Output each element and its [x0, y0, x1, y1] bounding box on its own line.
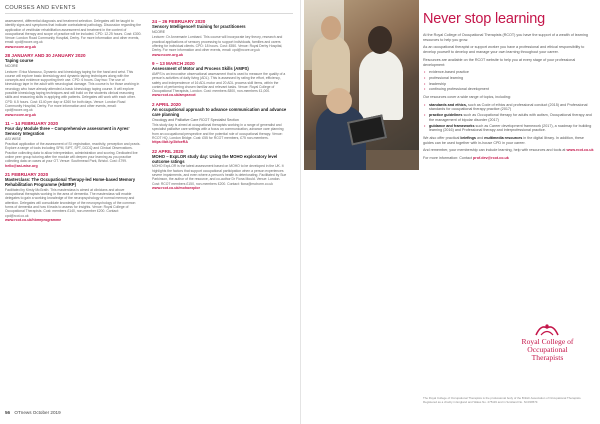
- logo-line: Occupational: [527, 345, 568, 355]
- event-description: This study day is aimed at occupational therapists working in a range of generalist and specialist palliative care settings with a focus on communication, advance care planning from an occupational perspective and the potential role of occupational therapy. Venue: RCOT HQ, London Bridge. Cost: £55 for RCOT members, £75 non-members.: [152, 123, 284, 140]
- advert-paragraph: [423, 148, 595, 153]
- text-run: in the digital library. In addition, these guides can be used together with in-house CPD in your career.: [423, 135, 584, 145]
- event-title: Assessment of Motor and Process Skills (AMPS): [152, 66, 249, 72]
- running-head: COURSES AND EVENTS: [5, 5, 76, 11]
- charity-footnote: The Royal College of Occupational Therapists is the professional body of the British Association of Occupational Therapists. Registered as a charity in England and Wales No. 275119 and in Scotland No. SC039573.: [423, 396, 582, 404]
- contact-email-link[interactable]: prof.dev@rcot.co.uk: [473, 156, 509, 161]
- advert-body: [423, 33, 595, 164]
- event-entry: [152, 102, 289, 145]
- list-item: • professional learning: [423, 76, 595, 81]
- page-number: 56: [5, 410, 11, 415]
- resource-title: guidance and frameworks: [429, 123, 475, 128]
- event-date: 9 – 13 MARCH 2020: [152, 61, 195, 66]
- event-title: MOHO – ExpLOR study day: Using the MOHO exploratory level outcome ratings: [152, 153, 278, 164]
- logo-line: Therapists: [531, 353, 564, 363]
- logo-line: Royal College of: [521, 337, 574, 346]
- text-run: And remember, your membership can include learning, help with resources and tools at: [423, 148, 566, 153]
- event-link[interactable]: www.rcot.co.uk/mohoexplor: [152, 185, 200, 190]
- advert-paragraph: As an occupational therapist or support worker you have a professional and ethical responsibility to develop yourself to develop and manage your own learning throughout your career.: [423, 45, 585, 55]
- list-item: • continuing professional development: [423, 87, 595, 92]
- events-column-2: [152, 19, 289, 194]
- event-date: 22 APRIL 2020: [152, 148, 184, 154]
- website-link[interactable]: www.rcot.co.uk: [566, 148, 594, 153]
- event-description: AMPS is an innovative observational assessment that is used to measure the quality of a person's activities of daily living (ADL). This is assessed by rating the effort, efficiency, safety and independence of 16 ADL motor and 20 ADL process skill items, within the context of performing chosen familiar and relevant tasks. Venue: Royal College of Occupational Therapists, London. Cost: members £800, non-members £1,000.: [152, 72, 286, 94]
- advert-paragraph: Resources are available on the RCOT website to help you at every stage of your professional development:: [423, 57, 576, 67]
- list-item: [423, 124, 595, 133]
- event-organiser: Oncology and Palliative Care RCOT Specialist Section: [152, 117, 239, 122]
- running-head-rule: [5, 13, 293, 14]
- advert-paragraph: At the Royal College of Occupational Therapists (RCOT) you have the support of a wealth of learning resources to help you grow.: [423, 33, 588, 42]
- list-item: [423, 113, 595, 122]
- text-run: We also offer practical: [423, 135, 460, 140]
- issue-label: OTnews October 2019: [14, 410, 61, 415]
- rcot-logo-wordmark: [500, 338, 595, 363]
- page-folio: [5, 410, 61, 415]
- event-link[interactable]: https://bit.ly/2kfoeRA: [152, 140, 188, 145]
- resource-description: such as Career development framework (2017), a roadmap for building learning (2016) and Professional therapy and interprofessional practice.: [429, 123, 592, 133]
- intro-continuation: [5, 19, 142, 49]
- resource-description: such as Occupational therapy for adults with autism, Occupational therapy and the management of bipolar disorder (2017): [429, 113, 592, 122]
- resource-title: standards and ethics,: [429, 102, 467, 107]
- photo-person-head: [321, 16, 341, 40]
- photo-person-head: [368, 26, 392, 54]
- text-run-bold: briefings: [460, 135, 476, 140]
- event-title: Masterclass: The Occupational Therapy-led Home-based Memory Rehabilitation Programme (HbMRP): [5, 177, 136, 188]
- photo-person: [359, 50, 403, 120]
- list-item: • leadership: [423, 82, 595, 87]
- entry-body: assessment, differential diagnosis and treatment selection. Delegates will be taught to identify signs and symptoms that indicate contralateral pathology. Discussion regarding the application of vestibular rehabilitation assessment and treatment in the context of occupational therapy and scope of practice will be included. CPD: 12.25 hours. Cost: £300. Venue: London Road Community Hospital, Derby. For more information and other events, email: cpd@ncore.org.uk: [5, 19, 142, 45]
- event-entry: [152, 61, 289, 98]
- event-date: 11 – 14 FEBRUARY 2020: [5, 120, 59, 126]
- event-link[interactable]: www.rcot.co.uk/hbmrprogramme: [5, 217, 62, 222]
- list-item: • evidence-based practice: [423, 70, 595, 75]
- learning-photo: [304, 0, 419, 170]
- event-date: 2 APRIL 2020: [152, 101, 181, 107]
- development-list: [423, 70, 595, 92]
- event-date: 28 JANUARY AND 30 JANUARY 2020: [5, 53, 86, 59]
- event-description: Facilitated by Kirsty McGrath. This masterclass is aimed at clinicians and above occupational therapists working in the area of dementia. The masterclass will enable delegates to gain a working knowledge of the neuropsychology of normal memory and attention. Delegates will consolidate knowledge of the neuropsychology of the common forms of dementia and how it leads to assess for insights. Venue: Royal College of Occupational Therapists. Cost: members £140, non-member £200. Contact: cpd@rcot.co.uk: [5, 187, 136, 218]
- event-description: Lecturer: Dr Annemarie Lombard. This course will incorporate key theory, research and practical applications of sensory processing to support individuals, families and carers offering for individual clients. CPD: 18 hours. Cost: £550. Venue: Royal Derby Hospital, Derby. For more information and other events, email: cpd@ncore.org.uk: [152, 35, 283, 53]
- events-column-1: [5, 19, 142, 226]
- rcot-logo: [500, 322, 595, 372]
- text-run-bold: multimedia resources: [484, 135, 523, 140]
- event-organiser: NCORE: [152, 30, 165, 34]
- resources-list: [423, 103, 595, 133]
- advert-paragraph: [423, 156, 595, 161]
- event-entry: [152, 149, 289, 191]
- event-description: Practical application of the assessment of SI: registration, reactivity, perception and praxis. Explore a range of tools including SPM, SIPT, SPT, DCDQ and Clinical Observations. Practice collecting data to allow interpretation, administration and scoring. Dedicated live online peer group tutoring after the module will deepen your learning as you practice collecting data on cases at your OT. Venue: Southmead Park, Bristol. Cost: £799.: [5, 142, 141, 164]
- text-run: and: [477, 135, 484, 140]
- advert-paragraph: [423, 136, 595, 145]
- advert-paragraph: Our resources cover a wide range of topics, including:: [423, 95, 511, 100]
- event-link[interactable]: www.ncore.org.uk: [5, 112, 37, 117]
- event-entry: [5, 121, 142, 168]
- list-item: [423, 103, 595, 112]
- resource-description: such as Code of ethics and professional conduct (2015) and Professional standards for occupational therapy practice (2017): [429, 102, 588, 112]
- photo-person-head: [326, 88, 352, 114]
- event-link[interactable]: www.ncore.org.uk: [152, 52, 184, 57]
- event-entry: [152, 19, 289, 57]
- event-title: An occupational approach to advance communication and advance care planning: [152, 107, 287, 117]
- event-entry: [5, 172, 142, 222]
- event-date: 21 FEBRUARY 2020: [5, 172, 49, 178]
- event-description: Lecturer: Erica Mancuso, Dynamic and kinesiology taping for the hand and wrist. This course will explore basic kinesiology and dynamic taping techniques along with the concepts and evidence supporting their use. CPD: 6 hours. Day two: The use of kinesiology tape in the adult with neurological damage. This course is for those working in neurology who have already attended a basic kinesiology taping course. It will explore possible kinesiology taping techniques and will build on the students clinical reasoning skills and reasoning skills in applying with patients. Delegates will work with each other. CPD: 6.5 hours. Cost: £140 per day or £260 for both days. Venue: London Road Community Hospital, Derby. For more information and other events, email: cpd@ncore.org.uk: [5, 69, 140, 113]
- event-date: 24 – 26 FEBRUARY 2020: [152, 19, 206, 24]
- event-description: MOHO ExpLOR is the latest assessment based on MOHO to be developed in the UK. It highlights the factors that support occupational participation when a person experiences severe impairments, and even where a person's health is deteriorating. Facilitated by Sue Parkinson, the author of the resource, and co-author Dr Fiona Mould. Venue: London. Cost: RCOT members £150, non-members £200. Contact: fiona@mohorm.co.uk: [152, 164, 287, 186]
- rcot-logo-mark-icon: [534, 322, 560, 337]
- event-link[interactable]: hello@asi-wise.org: [5, 163, 38, 168]
- entry-link[interactable]: www.ncore.org.uk: [5, 44, 37, 49]
- event-link[interactable]: www.rcot.co.uk/ampsrcot: [152, 93, 196, 98]
- advert-headline: Never stop learning: [423, 11, 545, 27]
- resource-title: practice guidelines: [429, 113, 463, 118]
- event-title: Taping course: [5, 58, 34, 64]
- event-organiser: ASI WISE: [5, 136, 21, 141]
- text-run: For more information: Contact: [423, 156, 472, 161]
- photo-person: [312, 35, 350, 95]
- event-organiser: NCORE: [5, 64, 18, 69]
- event-title: Sensory Intelligence® training for practitioners: [152, 24, 246, 30]
- event-title: Four day Module three – Comprehensive assessment in Ayres' Sensory Integration: [5, 126, 130, 136]
- event-entry: [5, 53, 142, 117]
